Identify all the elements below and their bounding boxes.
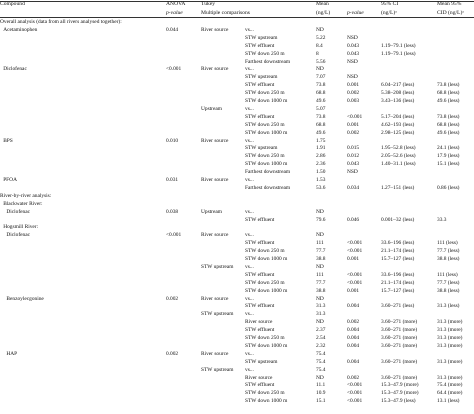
row-mean: ND [316, 232, 324, 239]
row-p: 0.003 [347, 98, 360, 104]
row-comparison: STW down 1000 m [245, 398, 288, 405]
row-comparison: STW effluent [245, 382, 275, 389]
row-ci: 5.17–204 (less) [381, 113, 415, 120]
row-comparison: STW down 250 m [245, 121, 285, 128]
row-p: 0.004 [347, 342, 360, 349]
row-ci: 5.38–208 (less) [381, 90, 415, 97]
row-mean: 73.8 [316, 113, 326, 120]
row-p: 0.046 [347, 216, 360, 223]
row-mean: 75.4 [316, 350, 326, 357]
row-mean: 49.6 [316, 129, 326, 136]
col-mean-header: Mean [316, 1, 329, 7]
row-comparison: STW effluent [245, 327, 275, 334]
row-ci: 1.27–151 (less) [381, 184, 415, 191]
col-mean-unit: (ng/L) [316, 10, 331, 16]
row-tukey-reference: Upstream [201, 105, 222, 112]
row-ci: 33.6–196 (less) [381, 271, 415, 278]
row-comparison: STW effluent [245, 303, 275, 310]
row-ci: 3.43–136 (less) [381, 98, 415, 104]
row-comparison: STW down 250 m [245, 90, 285, 97]
row-mean: 75.4 [316, 358, 326, 365]
row-p: 0.001 [347, 256, 360, 262]
row-tukey-reference: Upstream [201, 208, 222, 215]
row-anova-p: 0.031 [166, 177, 179, 183]
row-comparison: STW upstream [245, 145, 278, 152]
row-ci: 3.60–271 (more) [381, 319, 418, 326]
row-tukey-reference: STW upstream [201, 311, 234, 318]
col-multiple-header: Multiple comparisons [201, 10, 250, 16]
row-ci: 15.3–47.9 (more) [381, 390, 419, 397]
row-ci: 0.001–32 (less) [381, 216, 415, 223]
row-tukey-reference: River source [201, 350, 229, 357]
row-comparison: STW down 250 m [245, 279, 285, 286]
row-ci: 1.19–79.1 (less) [381, 42, 416, 49]
row-comparison: STW effluent [245, 42, 275, 49]
row-mean: 111 [316, 271, 324, 278]
row-anova-p: 0.002 [166, 295, 179, 302]
row-comparison: River source [245, 319, 273, 326]
col-anova-header: ANOVA [166, 1, 186, 7]
row-comparison: STW effluent [245, 240, 275, 247]
row-comparison: STW down 1000 m [245, 256, 288, 262]
col-p2-header: p-value [347, 10, 364, 16]
row-ci2: 31.3 (more) [437, 335, 463, 341]
row-p: 0.002 [347, 129, 360, 136]
row-comparison: Farthest downstream [245, 58, 291, 65]
row-ci2: 68.8 (less) [437, 90, 460, 97]
row-p: 0.015 [347, 145, 360, 152]
row-anova-p: 0.002 [166, 350, 179, 357]
row-ci: 2.05–52.6 (less) [381, 153, 416, 160]
row-anova-p: 0.044 [166, 26, 179, 33]
row-ci2: 73.8 (less) [437, 113, 460, 120]
row-mean: 5.56 [316, 58, 326, 65]
row-comparison: STW upstream [245, 358, 278, 365]
row-ci2: 38.8 (less) [437, 287, 460, 294]
row-ci2: 33.3 [437, 216, 447, 223]
row-mean: 68.8 [316, 121, 326, 128]
row-vs: vs... [245, 208, 254, 215]
row-ci2: 17.9 (less) [437, 153, 460, 160]
row-ci: 1.95–52.8 (less) [381, 145, 416, 152]
row-mean: 53.6 [316, 184, 326, 191]
row-ci2: 31.3 (less) [437, 303, 460, 310]
row-mean: 11.1 [316, 382, 326, 389]
row-mean: 1.91 [316, 145, 326, 152]
row-ci: 3.60–271 (more) [381, 374, 418, 381]
row-ci2: 111 (less) [437, 240, 458, 247]
row-p: 0.043 [347, 42, 360, 49]
row-ci2: 68.8 (less) [437, 121, 460, 128]
top-rule [0, 1, 474, 2]
col-ci-unit: (ng/L)ᵃ [381, 10, 397, 16]
row-mean: 8.4 [316, 42, 323, 49]
row-ci2: 73.8 (less) [437, 82, 460, 89]
row-compound: BPS [3, 137, 13, 144]
row-comparison: STW down 250 m [245, 153, 285, 160]
row-mean: 1.53 [316, 177, 326, 183]
row-p: <0.001 [347, 382, 363, 389]
row-ci2: 15.1 (less) [437, 161, 460, 168]
row-compound: PFOA [3, 177, 17, 183]
row-p: 0.004 [347, 303, 360, 310]
row-vs: vs... [245, 66, 254, 73]
row-comparison: STW effluent [245, 113, 275, 120]
row-p: 0.002 [347, 90, 360, 97]
row-tukey-reference: River source [201, 26, 229, 33]
row-ci: 3.60–271 (more) [381, 327, 418, 334]
col-ci2-unit: CID (ng/L)ᵃ [437, 10, 464, 16]
row-mean: 2.37 [316, 327, 326, 334]
row-ci2: 31.3 (more) [437, 358, 463, 365]
row-mean: 5.22 [316, 34, 326, 41]
row-ci: 2.98–125 (less) [381, 129, 415, 136]
row-p: <0.001 [347, 279, 363, 286]
row-p: 0.043 [347, 161, 360, 168]
row-ci: 21.1–174 (less) [381, 279, 415, 286]
row-comparison: STW down 1000 m [245, 129, 288, 136]
row-ci: 1.19–79.1 (less) [381, 50, 416, 57]
row-mean: 8 [316, 50, 319, 57]
row-comparison: Farthest downstream [245, 169, 291, 176]
row-mean: 49.6 [316, 98, 326, 104]
row-compound: Overall analysis (data from all rivers analysed together): [0, 19, 122, 25]
row-ci2: 77.7 (less) [437, 279, 460, 286]
row-p: <0.001 [347, 390, 363, 397]
row-mean: 5.07 [316, 105, 326, 112]
row-ci: 15.3–47.9 (less) [381, 398, 416, 405]
row-comparison: STW down 250 m [245, 335, 285, 341]
col-mean95-header: Mean 95% [437, 1, 462, 7]
row-vs: vs... [245, 232, 254, 239]
row-mean: 31.3 [316, 311, 326, 318]
row-ci2: 64.4 (more) [437, 390, 463, 397]
row-compound: Diclofenac [3, 66, 27, 73]
row-mean: 7.07 [316, 74, 326, 81]
row-compound: Blackwater River: [3, 200, 43, 207]
row-mean: ND [316, 66, 324, 73]
row-mean: 15.1 [316, 398, 326, 405]
row-tukey-reference: River source [201, 177, 229, 183]
row-p: <0.001 [347, 248, 363, 255]
row-p: NSD [347, 58, 358, 65]
row-tukey-reference: River source [201, 232, 229, 239]
row-mean: 38.8 [316, 287, 326, 294]
row-ci2: 13.1 (less) [437, 398, 460, 405]
row-vs: vs... [245, 105, 254, 112]
row-ci: 3.60–271 (more) [381, 358, 418, 365]
row-vs: vs... [245, 350, 254, 357]
row-mean: ND [316, 374, 324, 381]
row-ci2: 38.8 (less) [437, 256, 460, 262]
row-ci: 15.7–127 (less) [381, 256, 415, 262]
row-p: 0.043 [347, 50, 360, 57]
row-ci2: 49.6 (less) [437, 98, 460, 104]
row-tukey-reference: STW upstream [201, 263, 234, 270]
row-p: NSD [347, 169, 358, 176]
row-mean: 68.8 [316, 90, 326, 97]
row-p: <0.001 [347, 240, 363, 247]
row-tukey-reference: STW upstream [201, 366, 234, 373]
row-ci: 4.62–193 (less) [381, 121, 415, 128]
row-comparison: STW effluent [245, 216, 275, 223]
row-comparison: River source [245, 374, 273, 381]
row-comparison: STW effluent [245, 82, 275, 89]
row-ci2: 0.86 (less) [437, 184, 460, 191]
row-vs: vs... [245, 177, 254, 183]
row-comparison: Farthest downstream [245, 184, 291, 191]
row-comparison: STW upstream [245, 74, 278, 81]
row-p: 0.034 [347, 184, 360, 191]
row-ci2: 77.7 (less) [437, 248, 460, 255]
row-comparison: STW down 250 m [245, 248, 285, 255]
row-comparison: STW down 1000 m [245, 287, 288, 294]
row-comparison: STW down 250 m [245, 50, 285, 57]
row-p: 0.004 [347, 358, 360, 365]
row-ci2: 31.3 (more) [437, 374, 463, 381]
row-ci: 15.3–47.9 (more) [381, 382, 419, 389]
row-anova-p: 0.038 [166, 208, 179, 215]
col-compound-header: Compound [0, 1, 25, 7]
row-ci2: 24.1 (less) [437, 145, 460, 152]
row-anova-p: <0.001 [166, 232, 182, 239]
row-mean: ND [316, 319, 324, 326]
row-p: <0.001 [347, 398, 363, 405]
row-mean: 38.8 [316, 256, 326, 262]
row-ci: 3.60–271 (more) [381, 342, 418, 349]
row-comparison: STW down 1000 m [245, 98, 288, 104]
row-ci2: 111 (less) [437, 271, 458, 278]
row-compound: HAP [6, 350, 18, 357]
row-p: 0.012 [347, 153, 360, 160]
row-vs: vs... [245, 311, 254, 318]
row-p: <0.001 [347, 271, 363, 278]
row-tukey-reference: River source [201, 295, 229, 302]
row-mean: 1.50 [316, 169, 326, 176]
col-tukey-header: Tukey [201, 1, 216, 7]
row-compound: Benzoylecgonine [6, 295, 44, 302]
row-p: NSD [347, 74, 358, 81]
row-ci2: 31.3 (more) [437, 342, 463, 349]
row-ci: 33.6–196 (less) [381, 240, 415, 247]
row-vs: vs... [245, 137, 254, 144]
row-mean: 2.36 [316, 161, 326, 168]
row-mean: ND [316, 295, 324, 302]
row-comparison: STW down 1000 m [245, 161, 288, 168]
row-mean: 79.6 [316, 216, 326, 223]
row-p: 0.001 [347, 82, 360, 89]
row-p: 0.004 [347, 335, 360, 341]
row-p: 0.002 [347, 319, 360, 326]
col-pvalue-header: p-value [166, 10, 183, 16]
row-ci: 3.60–271 (more) [381, 335, 418, 341]
row-mean: 10.9 [316, 390, 326, 397]
row-p: <0.001 [347, 113, 363, 120]
row-anova-p: <0.001 [166, 66, 182, 73]
row-vs: vs... [245, 263, 254, 270]
row-ci2: 49.6 (less) [437, 129, 460, 136]
row-mean: ND [316, 26, 324, 33]
row-anova-p: 0.010 [166, 137, 179, 144]
row-mean: 77.7 [316, 279, 326, 286]
row-p: 0.001 [347, 121, 360, 128]
row-mean: 31.3 [316, 303, 326, 310]
row-p: 0.002 [347, 374, 360, 381]
row-p: NSD [347, 34, 358, 41]
row-mean: ND [316, 208, 324, 215]
row-mean: 2.54 [316, 335, 326, 341]
row-compound: Hogsmill River: [3, 224, 39, 231]
row-compound: Diclofenac [6, 208, 31, 215]
row-mean: 1.75 [316, 137, 326, 144]
row-comparison: STW down 250 m [245, 390, 285, 397]
row-p: 0.004 [347, 327, 360, 334]
row-tukey-reference: River source [201, 66, 229, 73]
row-comparison: STW effluent [245, 271, 275, 278]
row-vs: vs... [245, 366, 254, 373]
row-p: 0.001 [347, 287, 360, 294]
row-ci2: 31.3 (more) [437, 319, 463, 326]
row-ci: 15.7–127 (less) [381, 287, 415, 294]
row-tukey-reference: River source [201, 137, 229, 144]
row-compound: River-by-river analysis: [0, 192, 52, 199]
row-mean: 111 [316, 240, 324, 247]
row-mean: 2.32 [316, 342, 326, 349]
row-ci2: 75.4 (more) [437, 382, 463, 389]
row-ci: 1.40–31.1 (less) [381, 161, 416, 168]
row-compound: Acetaminophen [3, 26, 38, 33]
row-ci: 6.04–217 (less) [381, 82, 415, 89]
row-vs: vs... [245, 26, 254, 33]
header-rule [0, 17, 474, 18]
col-ci-header: 95% CI [381, 1, 399, 7]
row-ci: 21.1–174 (less) [381, 248, 415, 255]
row-ci2: 31.3 (more) [437, 327, 463, 334]
row-mean: ND [316, 263, 324, 270]
row-vs: vs... [245, 295, 254, 302]
row-mean: 2.86 [316, 153, 326, 160]
row-mean: 75.4 [316, 366, 326, 373]
row-compound: Diclofenac [6, 232, 31, 239]
row-ci: 3.60–271 (less) [381, 303, 415, 310]
row-mean: 73.8 [316, 82, 326, 89]
row-mean: 77.7 [316, 248, 326, 255]
row-comparison: STW down 1000 m [245, 342, 288, 349]
row-comparison: STW upstream [245, 34, 278, 41]
